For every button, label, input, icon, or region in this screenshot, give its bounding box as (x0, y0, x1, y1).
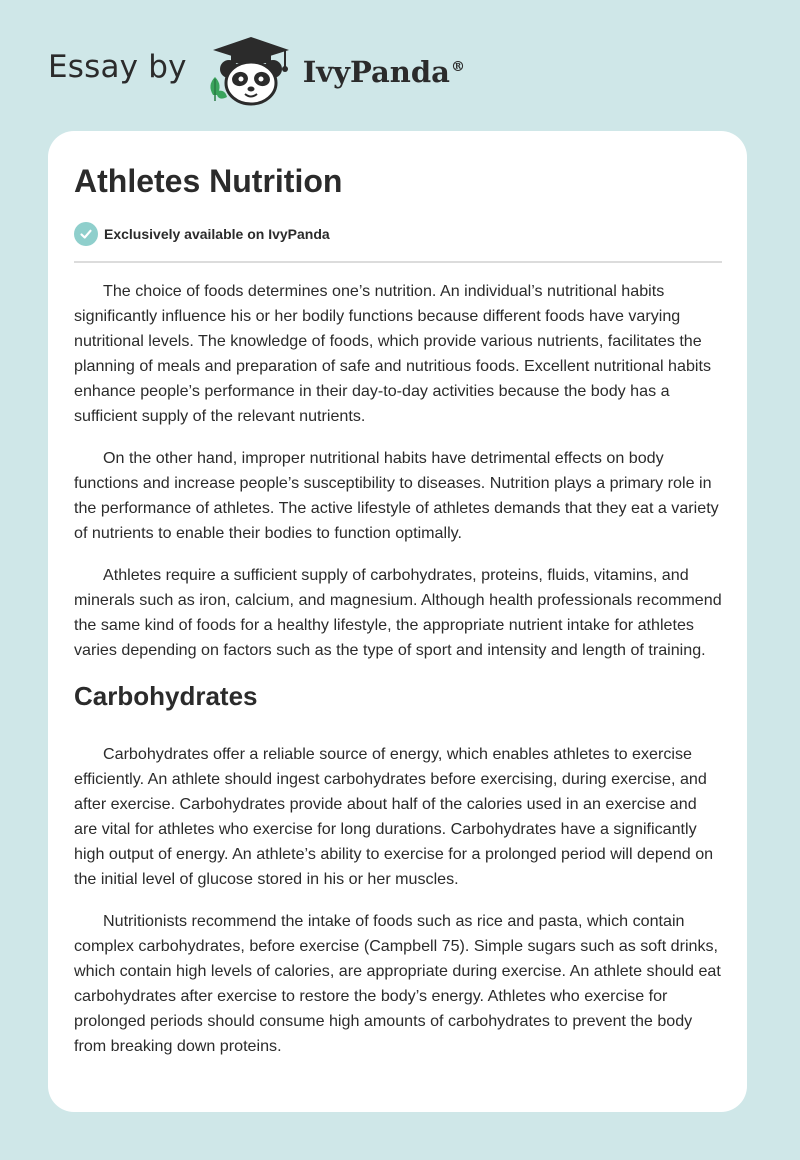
paragraph: On the other hand, improper nutritional habits have detrimental effects on body functions and increase people’s susceptibility to diseases. Nutrition plays a primary role in the performance of athletes. The active lifestyle of athletes demands that they eat a variety of nutrients to enable their bodies to function optimally. (74, 449, 719, 542)
paragraph: Nutritionists recommend the intake of foods such as rice and pasta, which contain complex carbohydrates, before exercise (Campbell 75). Simple sugars such as soft drinks, which contain high levels of calories, are appropriate during exercise. An athlete should eat carbohydrates after exercise to restore the body’s energy. Athletes who exercise for prolonged periods should consume high amounts of carbohydrates to prevent the body from breaking down proteins. (74, 912, 721, 1055)
check-circle-icon (74, 222, 98, 246)
paragraph: The choice of foods determines one’s nutrition. An individual’s nutritional habits significantly influence his or her bodily functions because different foods have varying nutritional levels. The knowledge of foods, which provide various nutrients, facilitates the planning of meals and preparation of safe and nutritious foods. Excellent nutritional habits enhance people’s performance in their day-to-day activities because the body has a sufficient supply of the relevant nutrients. (74, 282, 711, 425)
site-header (48, 30, 465, 110)
paragraph: Athletes require a sufficient supply of carbohydrates, proteins, fluids, vitamins, and minerals such as iron, calcium, and magnesium. Although health professionals recommend the same kind of foods for a healthy lifestyle, the appropriate nutrient intake for athletes varies depending on factors such as the type of sport and intensity and length of training. (74, 566, 722, 659)
registered-mark: ® (450, 59, 465, 76)
section-heading: Carbohydrates (74, 681, 258, 711)
paragraph: Carbohydrates offer a reliable source of energy, which enables athletes to exercise efficiently. An athlete should ingest carbohydrates before exercising, during exercise, and after exercise. Carbohydrates provide about half of the calories used in an exercise and are vital for athletes who exercise for long durations. Carbohydrates have a significantly high output of energy. An athlete’s ability to exercise for a prolonged period will depend on the initial level of glucose stored in his or her muscles. (74, 745, 714, 888)
exclusive-badge (74, 222, 330, 246)
exclusive-label: Exclusively available on IvyPanda (104, 226, 330, 242)
brand-name[interactable] (303, 55, 465, 89)
panda-logo-icon[interactable] (205, 31, 297, 109)
divider (74, 261, 722, 263)
essay-by-label: Essay by (48, 49, 187, 85)
brand-text: IvyPanda (302, 55, 450, 89)
page-title: Athletes Nutrition (74, 163, 343, 199)
essay-card (48, 131, 747, 1112)
article-body (74, 279, 722, 1076)
